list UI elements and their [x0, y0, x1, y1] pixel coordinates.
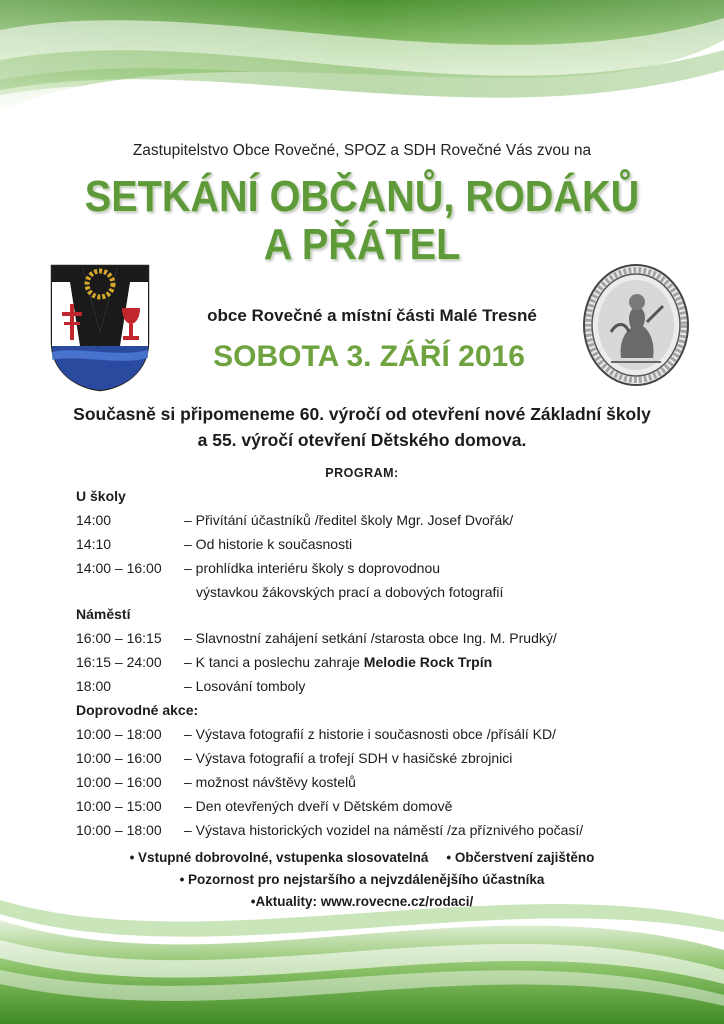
subtitle: obce Rovečné a místní části Malé Tresné — [207, 306, 537, 325]
program-row — [76, 654, 676, 676]
program-desc: – prohlídka interiéru školy s doprovodnou — [184, 560, 441, 576]
program-heading: PROGRAM: — [325, 466, 399, 480]
announcement-line1: Současně si připomeneme 60. výročí od otevření nové Základní školy — [73, 404, 651, 424]
program-time: 16:15 – 24:00 — [76, 654, 162, 670]
footer-website: •Aktuality: www.rovecne.cz/rodaci/ — [250, 894, 474, 909]
footer-line2: • Pozornost pro nejstaršího a nejvzdálenějšího účastníka — [179, 872, 545, 887]
program-desc: – Přivítání účastníků /ředitel školy Mgr. Josef Dvořák/ — [184, 512, 514, 528]
program-row — [76, 630, 676, 652]
program-time: 14:00 — [76, 512, 112, 528]
program-time: 10:00 – 18:00 — [76, 822, 162, 838]
program-time: 10:00 – 16:00 — [76, 750, 162, 766]
main-title-line1: SETKÁNÍ OBČANŮ, RODÁKŮ — [84, 172, 640, 221]
program-desc-continuation: výstavkou žákovských prací a dobových fotografií — [196, 584, 504, 600]
program-desc: – Den otevřených dveří v Dětském domově — [184, 798, 453, 814]
program-time: 10:00 – 18:00 — [76, 726, 162, 742]
footer-admission: • Vstupné dobrovolné, vstupenka slosovatelná — [129, 850, 429, 865]
program-time: 14:10 — [76, 536, 112, 552]
program-row — [76, 822, 676, 844]
program-desc: – Od historie k současnosti — [184, 536, 353, 552]
program-time: 10:00 – 15:00 — [76, 798, 162, 814]
program-time: 18:00 — [76, 678, 112, 694]
program-desc: – Výstava historických vozidel na náměstí /za příznivého počasí/ — [184, 822, 584, 838]
section-heading-side-events: Doprovodné akce: — [76, 702, 199, 718]
program-desc: – Výstava fotografií z historie i současnosti obce /přísálí KD/ — [184, 726, 556, 742]
program-desc-text: – K tanci a poslechu zahraje — [184, 654, 364, 670]
program-row — [76, 798, 676, 820]
event-date: SOBOTA 3. ZÁŘÍ 2016 — [213, 340, 525, 373]
main-title-line2: A PŘÁTEL — [263, 220, 461, 269]
band-name: Melodie Rock Trpín — [363, 654, 493, 670]
program-row — [76, 678, 676, 700]
program-time: 10:00 – 16:00 — [76, 774, 162, 790]
announcement-line2: a 55. výročí otevření Dětského domova. — [197, 430, 527, 450]
section-heading-square: Náměstí — [76, 606, 131, 622]
program-desc: – možnost návštěvy kostelů — [184, 774, 356, 790]
invitation-text: Zastupitelstvo Obce Rovečné, SPOZ a SDH Rovečné Vás zvou na — [132, 142, 592, 159]
program-row — [76, 512, 676, 534]
program-desc — [184, 654, 492, 670]
program-desc: – Výstava fotografií a trofejí SDH v hasičské zbrojnici — [184, 750, 513, 766]
program-row — [76, 560, 676, 582]
program-row — [76, 774, 676, 796]
program-desc: – Slavnostní zahájení setkání /starosta obce Ing. M. Prudký/ — [184, 630, 557, 646]
program-row — [76, 726, 676, 748]
footer-refreshments: • Občerstvení zajištěno — [446, 850, 595, 865]
section-heading-school: U školy — [76, 488, 126, 504]
program-row — [76, 750, 676, 772]
footer-line1 — [0, 850, 724, 865]
program-desc: – Losování tomboly — [184, 678, 306, 694]
program-time: 16:00 – 16:15 — [76, 630, 162, 646]
program-time: 14:00 – 16:00 — [76, 560, 162, 576]
program-row — [76, 536, 676, 558]
